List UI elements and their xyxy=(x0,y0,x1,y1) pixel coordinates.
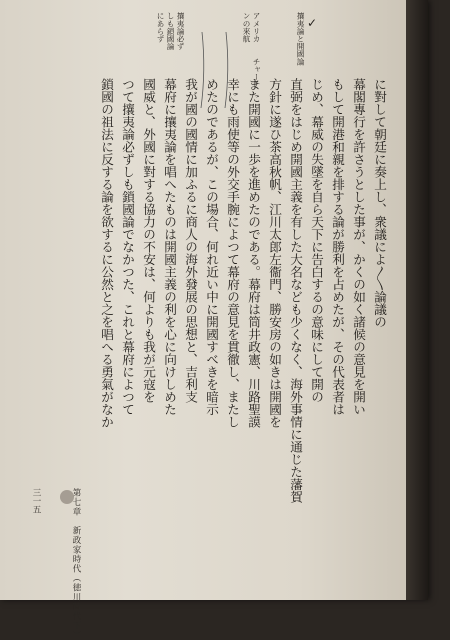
text-column: つて攘夷論必ずしも鎖國論でなかつた、これと幕府によつて xyxy=(120,78,135,416)
next-page-edge xyxy=(406,0,428,600)
text-column: 幸にも雨使等の外交手腕によつて幕府の意見を貫徹し、またし xyxy=(225,78,240,428)
margin-note-1: 攘夷論と開國論 xyxy=(296,12,305,66)
text-column: 幕閣專行を許さうとした事が、かくの如く諸候の意見を開い xyxy=(351,78,366,416)
text-column: 國威と、外國に對する協力の不安は、何よりも我が元寇を xyxy=(141,78,156,403)
margin-note-5: しも鎖國論 xyxy=(166,12,175,50)
page-number: 三一五 xyxy=(31,488,41,514)
check-mark: ✓ xyxy=(307,16,318,30)
text-column: に對して朝廷に奏上し、衆議によ〳〵論議の xyxy=(372,78,387,329)
text-column: 方針に遂ひ茶高秋帆、江川太郎左衞門、勝安房の如きは開國を xyxy=(267,78,282,428)
margin-note-2: アメリカ チャーチ xyxy=(252,12,261,88)
text-column: めたのであるが、この場合、何れ近い中に開國すべきを暗示 xyxy=(204,78,219,416)
margin-note-4: 攘夷論必ず xyxy=(176,12,185,50)
text-column: また開國に一歩を進めたのである。幕府は筒井政憲、川路聖謨 xyxy=(246,78,261,428)
text-column: 幕府に攘夷論を唱へたものは開國主義の利を心に向けしめた xyxy=(162,78,177,416)
margin-note-6: にあらず xyxy=(156,12,165,43)
text-column: 直弼をはじめ開國主義を有した大名なども少くなく、海外事情に通じた藩賀 xyxy=(288,78,303,503)
chapter-footer: 第七章 新政家時代（徳川時代下） xyxy=(71,488,81,640)
margin-note-3: ンの來航 xyxy=(242,12,251,43)
text-column: もして開港和親を排する論が勝利を占めたが、その代表者は xyxy=(330,78,345,416)
text-column: じめ、幕威の失墜を自ら天下に告白するの意味にして開の xyxy=(309,78,324,403)
ink-stain xyxy=(60,490,74,504)
text-column: 我が國の國情に加ふるに商人の海外發展の思想と、吉利支 xyxy=(183,78,198,403)
text-column: 鎖國の祖法に反する論を欲するに公然と之を唱へる勇氣がなか xyxy=(99,78,114,428)
